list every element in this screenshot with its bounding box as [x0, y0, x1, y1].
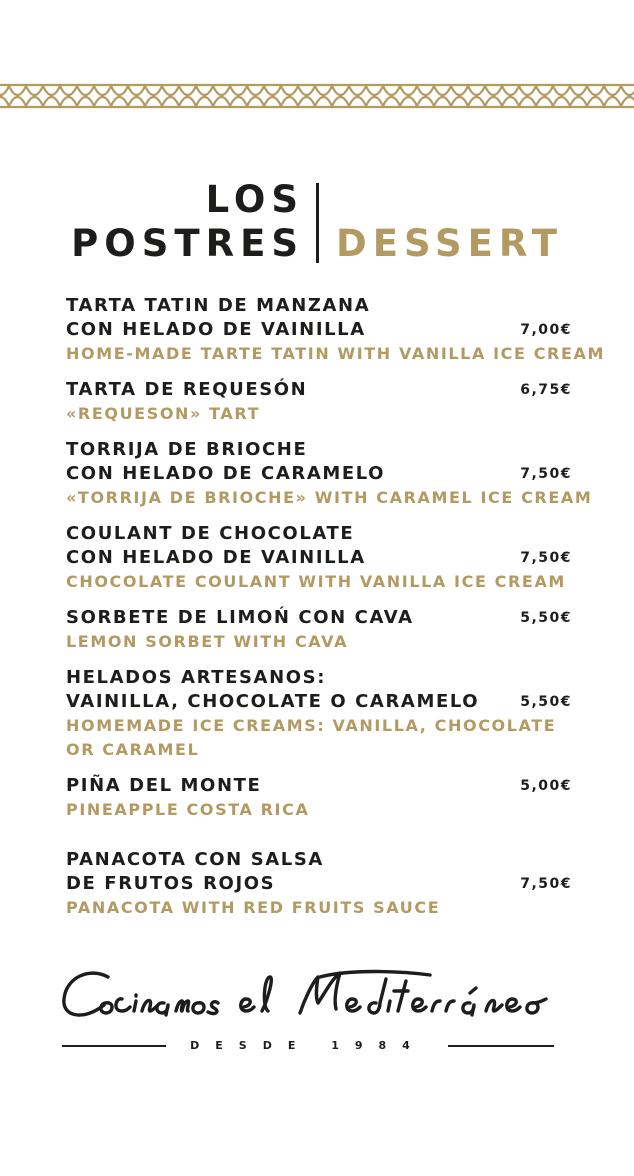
item-name-es: CON HELADO DE CARAMELO	[66, 463, 386, 484]
menu-item	[66, 774, 582, 848]
item-price: 5,00€	[520, 778, 572, 794]
menu-item	[66, 666, 582, 774]
item-name-es: PIÑA DEL MONTE	[66, 775, 262, 796]
header-separator	[316, 183, 319, 263]
item-price: 5,50€	[520, 610, 572, 626]
menu-item	[66, 848, 582, 932]
header-dessert: DESSERT	[336, 222, 563, 265]
item-name-en: PINEAPPLE COSTA RICA	[66, 800, 310, 819]
menu-header	[0, 178, 634, 268]
item-price: 7,50€	[520, 550, 572, 566]
item-name-en: LEMON SORBET WITH CAVA	[66, 632, 349, 651]
item-name-es: TARTA TATIN DE MANZANA	[66, 295, 371, 316]
item-price: 5,50€	[520, 694, 572, 710]
item-name-es: HELADOS ARTESANOS:	[66, 667, 327, 688]
item-price: 7,50€	[520, 876, 572, 892]
menu-item	[66, 606, 582, 666]
menu-item	[66, 378, 582, 438]
menu-item	[66, 294, 606, 378]
item-price: 7,00€	[520, 322, 572, 338]
header-los: LOS	[205, 178, 304, 221]
item-price: 6,75€	[520, 382, 572, 398]
decorative-border-pattern	[0, 80, 634, 112]
item-name-en: HOME-MADE TARTE TATIN WITH VANILLA ICE CREAM	[66, 344, 606, 363]
item-name-en: HOMEMADE ICE CREAMS: VANILLA, CHOCOLATE OR CARAMEL	[66, 716, 557, 759]
item-name-es: SORBETE DE LIMOŃ CON CAVA	[66, 607, 414, 628]
item-name-es: PANACOTA CON SALSA	[66, 849, 324, 870]
item-name-es: TARTA DE REQUESÓN	[66, 379, 308, 400]
item-name-es: CON HELADO DE VAINILLA	[66, 319, 366, 340]
item-name-en: «TORRIJA DE BRIOCHE» WITH CARAMEL ICE CREAM	[66, 488, 593, 507]
since-text: DESDE 1984	[190, 1039, 426, 1052]
header-spanish	[71, 178, 304, 266]
menu-item	[66, 438, 593, 522]
item-name-en: «REQUESON» TART	[66, 404, 261, 423]
item-name-es: COULANT DE CHOCOLATE	[66, 523, 355, 544]
item-price: 7,50€	[520, 466, 572, 482]
item-name-es: DE FRUTOS ROJOS	[66, 873, 276, 894]
item-name-es: TORRIJA DE BRIOCHE	[66, 439, 308, 460]
divider-right	[448, 1045, 554, 1047]
item-name-es: CON HELADO DE VAINILLA	[66, 547, 366, 568]
slogan-logo	[0, 955, 634, 1035]
item-name-en: CHOCOLATE COULANT WITH VANILLA ICE CREAM	[66, 572, 566, 591]
item-name-es: VAINILLA, CHOCOLATE O CARAMELO	[66, 691, 480, 712]
since-line	[62, 1038, 554, 1054]
dessert-list	[66, 294, 606, 932]
item-name-en: PANACOTA WITH RED FRUITS SAUCE	[66, 898, 441, 917]
menu-item	[66, 522, 582, 606]
header-postres: POSTRES	[71, 222, 304, 265]
